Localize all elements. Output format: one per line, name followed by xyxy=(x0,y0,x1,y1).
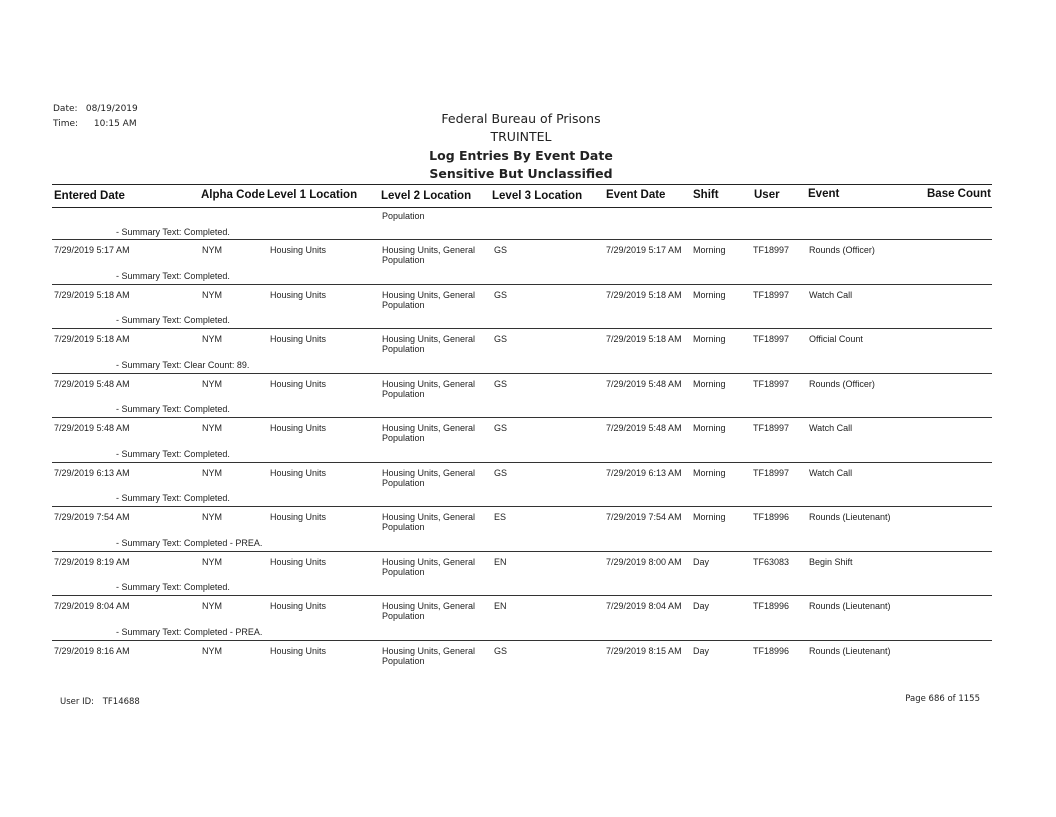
alpha-code-cell: NYM xyxy=(202,512,222,522)
row-rule xyxy=(52,328,992,329)
event-date-cell: 7/29/2019 7:54 AM xyxy=(606,512,682,522)
date-value: 08/19/2019 xyxy=(85,104,138,114)
footer-user-id xyxy=(60,697,140,707)
entered-date-cell: 7/29/2019 7:54 AM xyxy=(54,512,130,522)
level3-cell: EN xyxy=(494,601,507,611)
header-top-rule xyxy=(52,184,992,185)
level2-cell: Housing Units, General Population xyxy=(382,601,476,621)
level3-cell: ES xyxy=(494,512,507,522)
level2-cell: Housing Units, General Population xyxy=(382,290,476,310)
time-label: Time: xyxy=(53,119,79,129)
org-title: Federal Bureau of Prisons xyxy=(441,111,601,126)
col-user: User xyxy=(754,189,780,201)
summary-cell: - Summary Text: Completed. xyxy=(116,271,230,281)
summary-cell: - Summary Text: Clear Count: 89. xyxy=(116,360,250,370)
level3-cell: GS xyxy=(494,646,508,656)
col-entered-date: Entered Date xyxy=(54,190,125,202)
alpha-code-cell: NYM xyxy=(202,334,222,344)
alpha-code-cell: NYM xyxy=(202,245,222,255)
time-value: 10:15 AM xyxy=(93,119,137,129)
event-date-cell: 7/29/2019 8:15 AM xyxy=(606,646,682,656)
event-date-cell: 7/29/2019 5:18 AM xyxy=(606,334,682,344)
event-date-cell: 7/29/2019 6:13 AM xyxy=(606,468,682,478)
alpha-code-cell: NYM xyxy=(202,290,222,300)
event-date-cell: 7/29/2019 5:18 AM xyxy=(606,290,682,300)
report-time xyxy=(53,119,137,129)
row-rule xyxy=(52,417,992,418)
level3-cell: GS xyxy=(494,423,508,433)
row-rule xyxy=(52,284,992,285)
entered-date-cell: 7/29/2019 8:19 AM xyxy=(54,557,130,567)
user-cell: TF18996 xyxy=(753,646,790,656)
entered-date-cell: 7/29/2019 8:04 AM xyxy=(54,601,130,611)
alpha-code-cell: NYM xyxy=(202,557,222,567)
level1-cell: Housing Units xyxy=(270,557,327,567)
level1-cell: Housing Units xyxy=(270,290,327,300)
shift-cell: Morning xyxy=(693,334,726,344)
level2-cell: Housing Units, General Population xyxy=(382,468,476,488)
col-event-date: Event Date xyxy=(606,189,666,201)
summary-cell: - Summary Text: Completed. xyxy=(116,315,230,325)
row-rule xyxy=(52,239,992,240)
level1-cell: Housing Units xyxy=(270,646,327,656)
col-level2: Level 2 Location xyxy=(381,190,472,202)
alpha-code-cell: NYM xyxy=(202,601,222,611)
user-cell: TF18996 xyxy=(753,512,790,522)
level1-cell: Housing Units xyxy=(270,379,327,389)
event-cell: Rounds (Lieutenant) xyxy=(809,512,891,522)
col-level1: Level 1 Location xyxy=(267,189,358,201)
alpha-code-cell: NYM xyxy=(202,646,222,656)
shift-cell: Morning xyxy=(693,290,726,300)
user-cell: TF18997 xyxy=(753,379,790,389)
user-cell: TF18997 xyxy=(753,468,790,478)
shift-cell: Day xyxy=(693,646,710,656)
event-date-cell: 7/29/2019 5:17 AM xyxy=(606,245,682,255)
col-alpha-code: Alpha Code xyxy=(201,189,265,201)
alpha-code-cell: NYM xyxy=(202,379,222,389)
event-cell: Begin Shift xyxy=(809,557,853,567)
summary-cell: - Summary Text: Completed. xyxy=(116,582,230,592)
event-date-cell: 7/29/2019 5:48 AM xyxy=(606,423,682,433)
page-number: Page 686 of 1155 xyxy=(905,694,980,704)
continued-summary: - Summary Text: Completed. xyxy=(116,227,230,237)
level1-cell: Housing Units xyxy=(270,423,327,433)
level1-cell: Housing Units xyxy=(270,468,327,478)
shift-cell: Day xyxy=(693,557,710,567)
continued-level2: Population xyxy=(382,211,425,221)
summary-cell: - Summary Text: Completed. xyxy=(116,404,230,414)
level2-cell: Housing Units, General Population xyxy=(382,646,476,666)
alpha-code-cell: NYM xyxy=(202,468,222,478)
user-cell: TF18997 xyxy=(753,290,790,300)
user-cell: TF63083 xyxy=(753,557,790,567)
header-bottom-rule xyxy=(52,207,992,208)
level3-cell: GS xyxy=(494,245,508,255)
summary-cell: - Summary Text: Completed. xyxy=(116,449,230,459)
row-rule xyxy=(52,462,992,463)
entered-date-cell: 7/29/2019 5:18 AM xyxy=(54,334,130,344)
event-date-cell: 7/29/2019 8:04 AM xyxy=(606,601,682,611)
shift-cell: Morning xyxy=(693,379,726,389)
level2-cell: Housing Units, General Population xyxy=(382,334,476,354)
summary-cell: - Summary Text: Completed. xyxy=(116,493,230,503)
event-cell: Rounds (Lieutenant) xyxy=(809,646,891,656)
col-event: Event xyxy=(808,188,840,200)
report-title: Log Entries By Event Date xyxy=(429,148,613,163)
event-date-cell: 7/29/2019 8:00 AM xyxy=(606,557,682,567)
entered-date-cell: 7/29/2019 5:18 AM xyxy=(54,290,130,300)
row-rule xyxy=(52,595,992,596)
level1-cell: Housing Units xyxy=(270,334,327,344)
level1-cell: Housing Units xyxy=(270,601,327,611)
level2-cell: Housing Units, General Population xyxy=(382,557,476,577)
summary-cell: - Summary Text: Completed - PREA. xyxy=(116,627,263,637)
col-shift: Shift xyxy=(693,189,719,201)
system-title: TRUINTEL xyxy=(490,129,552,144)
level3-cell: GS xyxy=(494,379,508,389)
date-label: Date: xyxy=(53,104,78,114)
user-cell: TF18997 xyxy=(753,423,790,433)
user-cell: TF18996 xyxy=(753,601,790,611)
level1-cell: Housing Units xyxy=(270,245,327,255)
event-cell: Rounds (Officer) xyxy=(809,245,875,255)
classification-label: Sensitive But Unclassified xyxy=(429,166,613,181)
entered-date-cell: 7/29/2019 5:48 AM xyxy=(54,379,130,389)
event-cell: Watch Call xyxy=(809,468,853,478)
user-cell: TF18997 xyxy=(753,245,790,255)
level2-cell: Housing Units, General Population xyxy=(382,423,476,443)
row-rule xyxy=(52,640,992,641)
level2-cell: Housing Units, General Population xyxy=(382,245,476,265)
event-date-cell: 7/29/2019 5:48 AM xyxy=(606,379,682,389)
shift-cell: Morning xyxy=(693,512,726,522)
level3-cell: GS xyxy=(494,290,508,300)
entered-date-cell: 7/29/2019 8:16 AM xyxy=(54,646,130,656)
report-date xyxy=(53,104,138,114)
col-level3: Level 3 Location xyxy=(492,190,583,202)
row-rule xyxy=(52,506,992,507)
shift-cell: Day xyxy=(693,601,710,611)
level3-cell: EN xyxy=(494,557,507,567)
entered-date-cell: 7/29/2019 5:17 AM xyxy=(54,245,130,255)
level2-cell: Housing Units, General Population xyxy=(382,512,476,532)
user-id-value: TF14688 xyxy=(102,697,140,707)
shift-cell: Morning xyxy=(693,468,726,478)
level3-cell: GS xyxy=(494,334,508,344)
alpha-code-cell: NYM xyxy=(202,423,222,433)
user-id-label: User ID: xyxy=(60,697,94,707)
event-cell: Rounds (Lieutenant) xyxy=(809,601,891,611)
entered-date-cell: 7/29/2019 5:48 AM xyxy=(54,423,130,433)
event-cell: Official Count xyxy=(809,334,863,344)
level2-cell: Housing Units, General Population xyxy=(382,379,476,399)
shift-cell: Morning xyxy=(693,423,726,433)
entered-date-cell: 7/29/2019 6:13 AM xyxy=(54,468,130,478)
shift-cell: Morning xyxy=(693,245,726,255)
col-base-count: Base Count xyxy=(927,188,991,200)
row-rule xyxy=(52,373,992,374)
row-rule xyxy=(52,551,992,552)
level3-cell: GS xyxy=(494,468,508,478)
user-cell: TF18997 xyxy=(753,334,790,344)
summary-cell: - Summary Text: Completed - PREA. xyxy=(116,538,263,548)
level1-cell: Housing Units xyxy=(270,512,327,522)
event-cell: Rounds (Officer) xyxy=(809,379,875,389)
event-cell: Watch Call xyxy=(809,290,853,300)
event-cell: Watch Call xyxy=(809,423,853,433)
